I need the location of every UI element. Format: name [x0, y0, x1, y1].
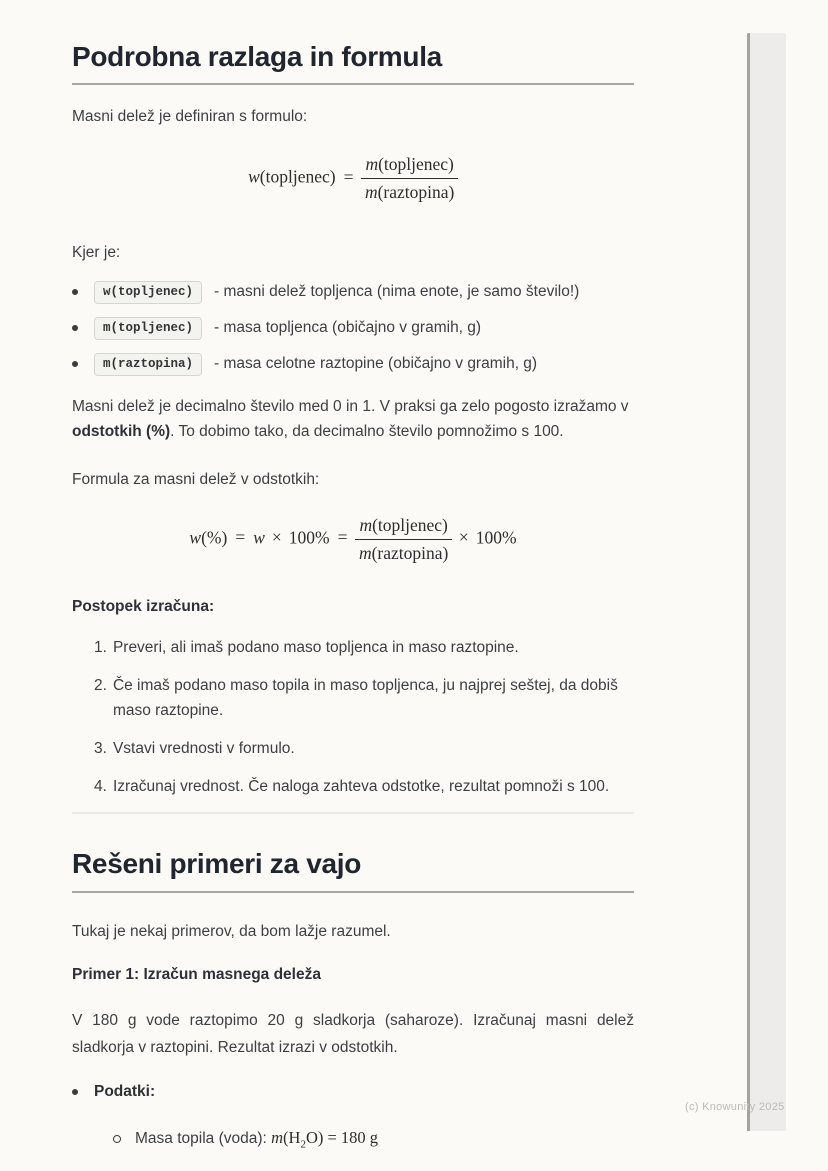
- intro-paragraph: Masni delež je definiran s formulo:: [72, 108, 308, 126]
- formula2-den-arg: (raztopina): [371, 542, 449, 563]
- data-math: [271, 1127, 379, 1151]
- section1-title: Podrobna razlaga in formula: [72, 41, 442, 72]
- formula1-numerator: [361, 153, 457, 179]
- step-text: Vstavi vrednosti v formulo.: [112, 740, 295, 758]
- step-number: 1.: [94, 639, 107, 657]
- steps-list: [72, 635, 634, 799]
- list-item: [72, 353, 634, 376]
- formula2-den-var: m: [358, 542, 372, 563]
- formula1-num-var: m: [365, 154, 379, 175]
- list-item: [72, 317, 634, 340]
- formula2-hundred2: 100%: [475, 527, 517, 548]
- step-text: Če imaš podano maso topila in maso topljenca, ju najprej seštej, da dobiš maso raztopine.: [112, 677, 618, 720]
- formula-percent: [72, 514, 634, 565]
- math-pre: (H: [283, 1127, 301, 1147]
- formula1-num-arg: (topljenec): [378, 154, 454, 175]
- formula1-lhs-var: w: [248, 166, 260, 187]
- formula2-num-arg: (topljenec): [372, 514, 448, 535]
- step-item: [94, 736, 634, 761]
- code-chip-m-topljenec: m(topljenec): [94, 317, 202, 340]
- bullet-marker: [72, 289, 94, 295]
- formula2-mid-var: w: [253, 527, 265, 548]
- steps-title: Postopek izračuna:: [72, 598, 215, 616]
- math-post: O) = 180 g: [305, 1127, 379, 1147]
- definition-text: - masa topljenca (običajno v gramih, g): [214, 319, 482, 337]
- data-sub-item-text: [135, 1128, 378, 1150]
- formula2-denominator: [355, 540, 451, 565]
- list-item: [72, 281, 634, 304]
- formula2-numerator: [355, 514, 451, 540]
- formula2-lhs-arg: (%): [201, 527, 228, 548]
- step-item: [94, 635, 634, 660]
- podatki-label: Podatki:: [94, 1082, 156, 1100]
- formula2-num-var: m: [359, 514, 373, 535]
- scrollbar[interactable]: [747, 33, 786, 1131]
- section-divider: [72, 812, 634, 814]
- document-content: [72, 0, 634, 1150]
- code-chip-w-topljenec: w(topljenec): [94, 281, 202, 304]
- step-text: Preveri, ali imaš podano maso topljenca in maso raztopine.: [112, 639, 519, 657]
- step-number: 2.: [94, 677, 107, 695]
- step-number: 4.: [94, 778, 107, 796]
- formula2-lhs-var: w: [189, 527, 202, 548]
- circle-bullet-marker: [113, 1135, 135, 1143]
- formula2-times2: ×: [458, 527, 469, 548]
- formula1-lhs-arg: (topljenec): [259, 166, 336, 187]
- bullet-marker: [72, 361, 94, 367]
- formula1-den-var: m: [364, 182, 378, 203]
- formula2-fraction: [355, 514, 451, 565]
- formula2-eq2: =: [337, 527, 348, 548]
- section2-heading-divider: [72, 891, 634, 893]
- definition-text: - masa celotne raztopine (običajno v gramih, g): [214, 355, 538, 373]
- definitions-list: [72, 281, 634, 376]
- step-text: Izračunaj vrednost. Če naloga zahteva odstotke, rezultat pomnoži s 100.: [112, 778, 610, 796]
- formula2-label: Formula za masni delež v odstotkih:: [72, 470, 320, 488]
- formula2-hundred1: 100%: [288, 527, 330, 548]
- data-sub-item: [72, 1128, 634, 1150]
- kjer-je-label: Kjer je:: [72, 243, 121, 261]
- watermark: (c) Knowunity 2025: [685, 1101, 785, 1113]
- formula2-eq1: =: [235, 527, 246, 548]
- percent-paragraph-bold: odstotkih (%): [72, 423, 171, 441]
- podatki-item: [72, 1083, 634, 1101]
- data-label: Masa topila (voda):: [135, 1129, 272, 1147]
- formula1-denominator: [361, 179, 457, 204]
- percent-paragraph: [72, 394, 634, 445]
- bullet-marker: [72, 325, 94, 331]
- example1-title: Primer 1: Izračun masnega deleža: [72, 965, 321, 983]
- formula-mass-fraction: [72, 153, 634, 204]
- code-chip-m-raztopina: m(raztopina): [94, 353, 202, 376]
- formula1-equals: =: [343, 166, 354, 187]
- step-item: [94, 673, 634, 723]
- math-sub: 2: [300, 1138, 306, 1151]
- percent-paragraph-after: . To dobimo tako, da decimalno število pomnožimo s 100.: [170, 423, 564, 441]
- formula2-times1: ×: [271, 527, 282, 548]
- math-var: m: [271, 1127, 284, 1147]
- section1-heading-divider: [72, 83, 634, 85]
- step-item: [94, 774, 634, 799]
- example1-text: V 180 g vode raztopimo 20 g sladkorja (saharoze). Izračunaj masni delež sladkorja v raztopini. Rezultat izrazi v odstotkih.: [72, 1011, 634, 1056]
- percent-paragraph-before: Masni delež je decimalno število med 0 in 1. V praksi ga zelo pogosto izražamo v: [72, 397, 629, 415]
- step-number: 3.: [94, 740, 107, 758]
- section2-intro: Tukaj je nekaj primerov, da bom lažje razumel.: [72, 922, 391, 940]
- section2-title: Rešeni primeri za vajo: [72, 848, 362, 880]
- bullet-marker: [72, 1089, 94, 1095]
- formula1-den-arg: (raztopina): [377, 182, 455, 203]
- definition-text: - masni delež topljenca (nima enote, je samo število!): [214, 283, 580, 301]
- formula1-fraction: [361, 153, 457, 204]
